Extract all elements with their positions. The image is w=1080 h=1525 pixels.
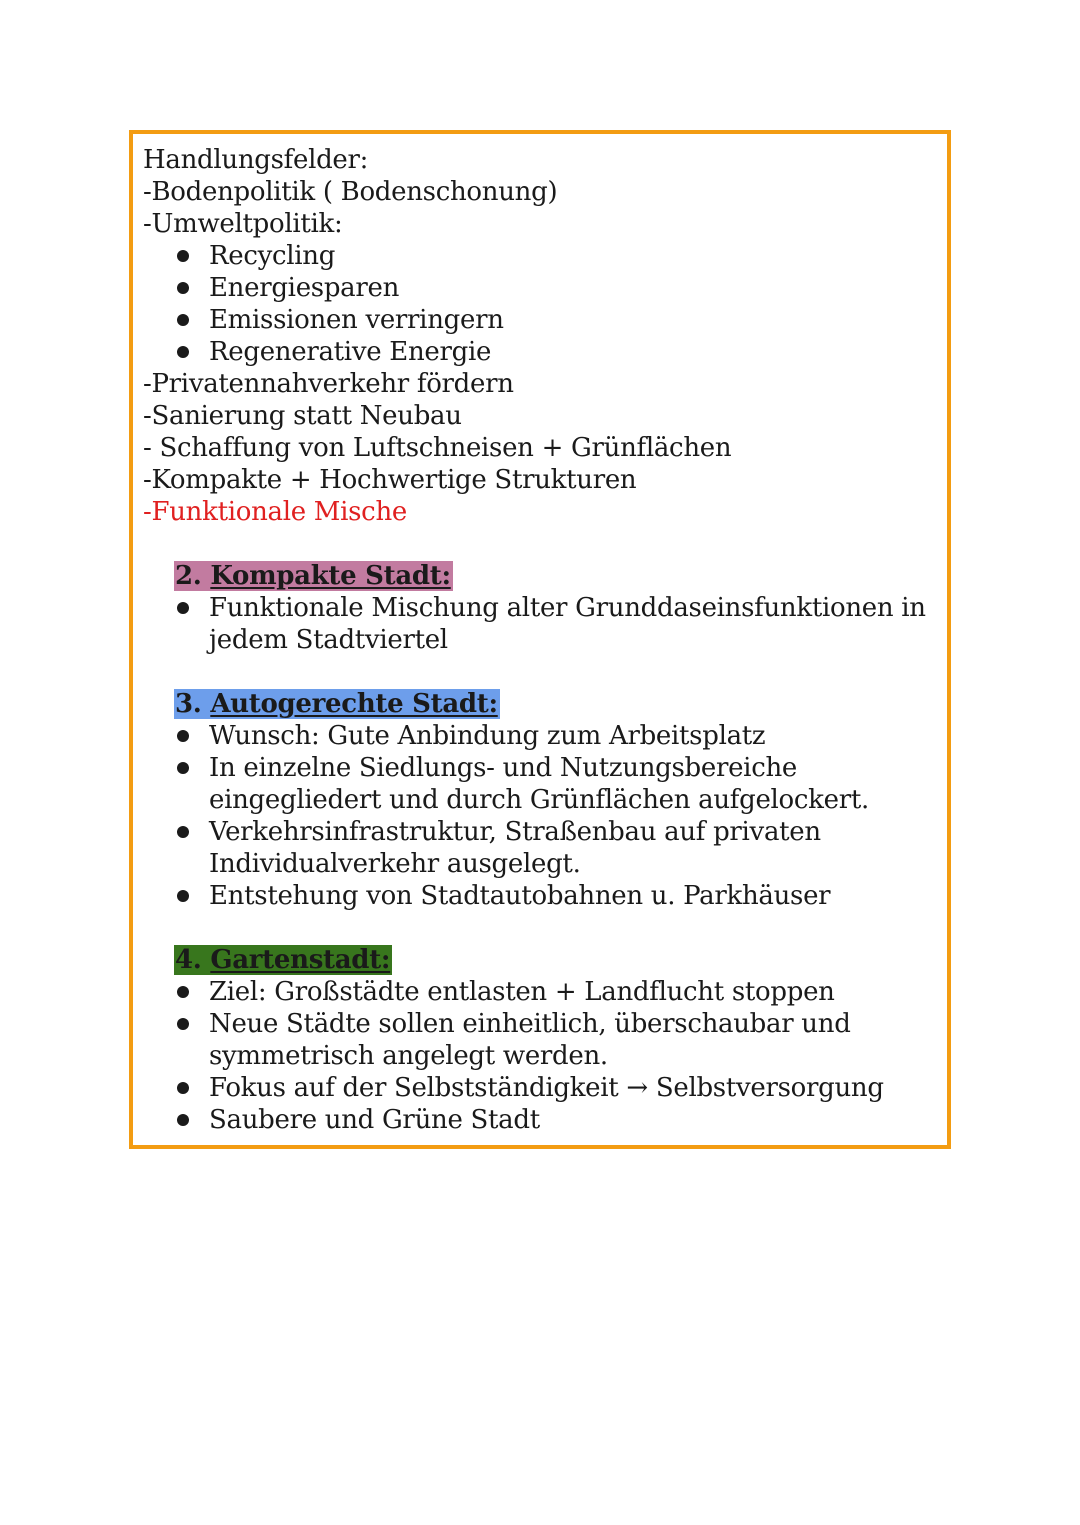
kompakte-stadt-section bbox=[143, 560, 937, 656]
luftschneisen-line: - Schaffung von Luftschneisen + Grünflächen bbox=[143, 433, 732, 463]
kompakte-stadt-heading: 2. Kompakte Stadt: bbox=[175, 561, 451, 591]
strukturen-line: -Kompakte + Hochwertige Strukturen bbox=[143, 465, 637, 495]
list-item: Fokus auf der Selbstständigkeit → Selbstversorgung bbox=[143, 1072, 937, 1104]
handlungsfelder-title: Handlungsfelder: bbox=[143, 145, 369, 175]
privatnahverkehr-line: -Privatennahverkehr fördern bbox=[143, 369, 514, 399]
list-item: Entstehung von Stadtautobahnen u. Parkhäuser bbox=[143, 880, 937, 912]
list-item: Saubere und Grüne Stadt bbox=[143, 1104, 937, 1136]
bullet-icon bbox=[177, 730, 189, 742]
list-item: Emissionen verringern bbox=[143, 304, 937, 336]
autogerechte-stadt-heading: 3. Autogerechte Stadt: bbox=[175, 689, 498, 719]
bullet-icon bbox=[177, 346, 189, 358]
bullet-icon bbox=[177, 1018, 189, 1030]
list-item: In einzelne Siedlungs- und Nutzungsbereiche eingegliedert und durch Grünflächen aufgelockert. bbox=[143, 752, 937, 816]
autogerechte-stadt-section bbox=[143, 688, 937, 912]
bullet-icon bbox=[177, 1082, 189, 1094]
list-item: Ziel: Großstädte entlasten + Landflucht stoppen bbox=[143, 976, 937, 1008]
funktionale-mische-line: -Funktionale Mische bbox=[143, 497, 407, 527]
bullet-icon bbox=[177, 762, 189, 774]
list-item: Recycling bbox=[143, 240, 937, 272]
bullet-icon bbox=[177, 282, 189, 294]
bullet-icon bbox=[177, 314, 189, 326]
gartenstadt-heading: 4. Gartenstadt: bbox=[175, 945, 391, 975]
bullet-icon bbox=[177, 1114, 189, 1126]
sanierung-line: -Sanierung statt Neubau bbox=[143, 401, 462, 431]
list-item: Regenerative Energie bbox=[143, 336, 937, 368]
list-item: Funktionale Mischung alter Grunddaseinsfunktionen in jedem Stadtviertel bbox=[143, 592, 937, 656]
list-item: Verkehrsinfrastruktur, Straßenbau auf privaten Individualverkehr ausgelegt. bbox=[143, 816, 937, 880]
gartenstadt-list bbox=[143, 976, 937, 1136]
bullet-icon bbox=[177, 826, 189, 838]
bullet-icon bbox=[177, 986, 189, 998]
list-item: Wunsch: Gute Anbindung zum Arbeitsplatz bbox=[143, 720, 937, 752]
bullet-icon bbox=[177, 890, 189, 902]
gartenstadt-section bbox=[143, 944, 937, 1136]
content-frame bbox=[129, 130, 951, 1149]
umweltpolitik-line: -Umweltpolitik: bbox=[143, 209, 343, 239]
list-item: Energiesparen bbox=[143, 272, 937, 304]
bullet-icon bbox=[177, 602, 189, 614]
bullet-icon bbox=[177, 250, 189, 262]
autogerechte-stadt-list bbox=[143, 720, 937, 912]
umweltpolitik-list bbox=[143, 240, 937, 368]
kompakte-stadt-list bbox=[143, 592, 937, 656]
list-item: Neue Städte sollen einheitlich, überschaubar und symmetrisch angelegt werden. bbox=[143, 1008, 937, 1072]
bodenpolitik-line: -Bodenpolitik ( Bodenschonung) bbox=[143, 177, 558, 207]
note-content bbox=[143, 144, 937, 1136]
